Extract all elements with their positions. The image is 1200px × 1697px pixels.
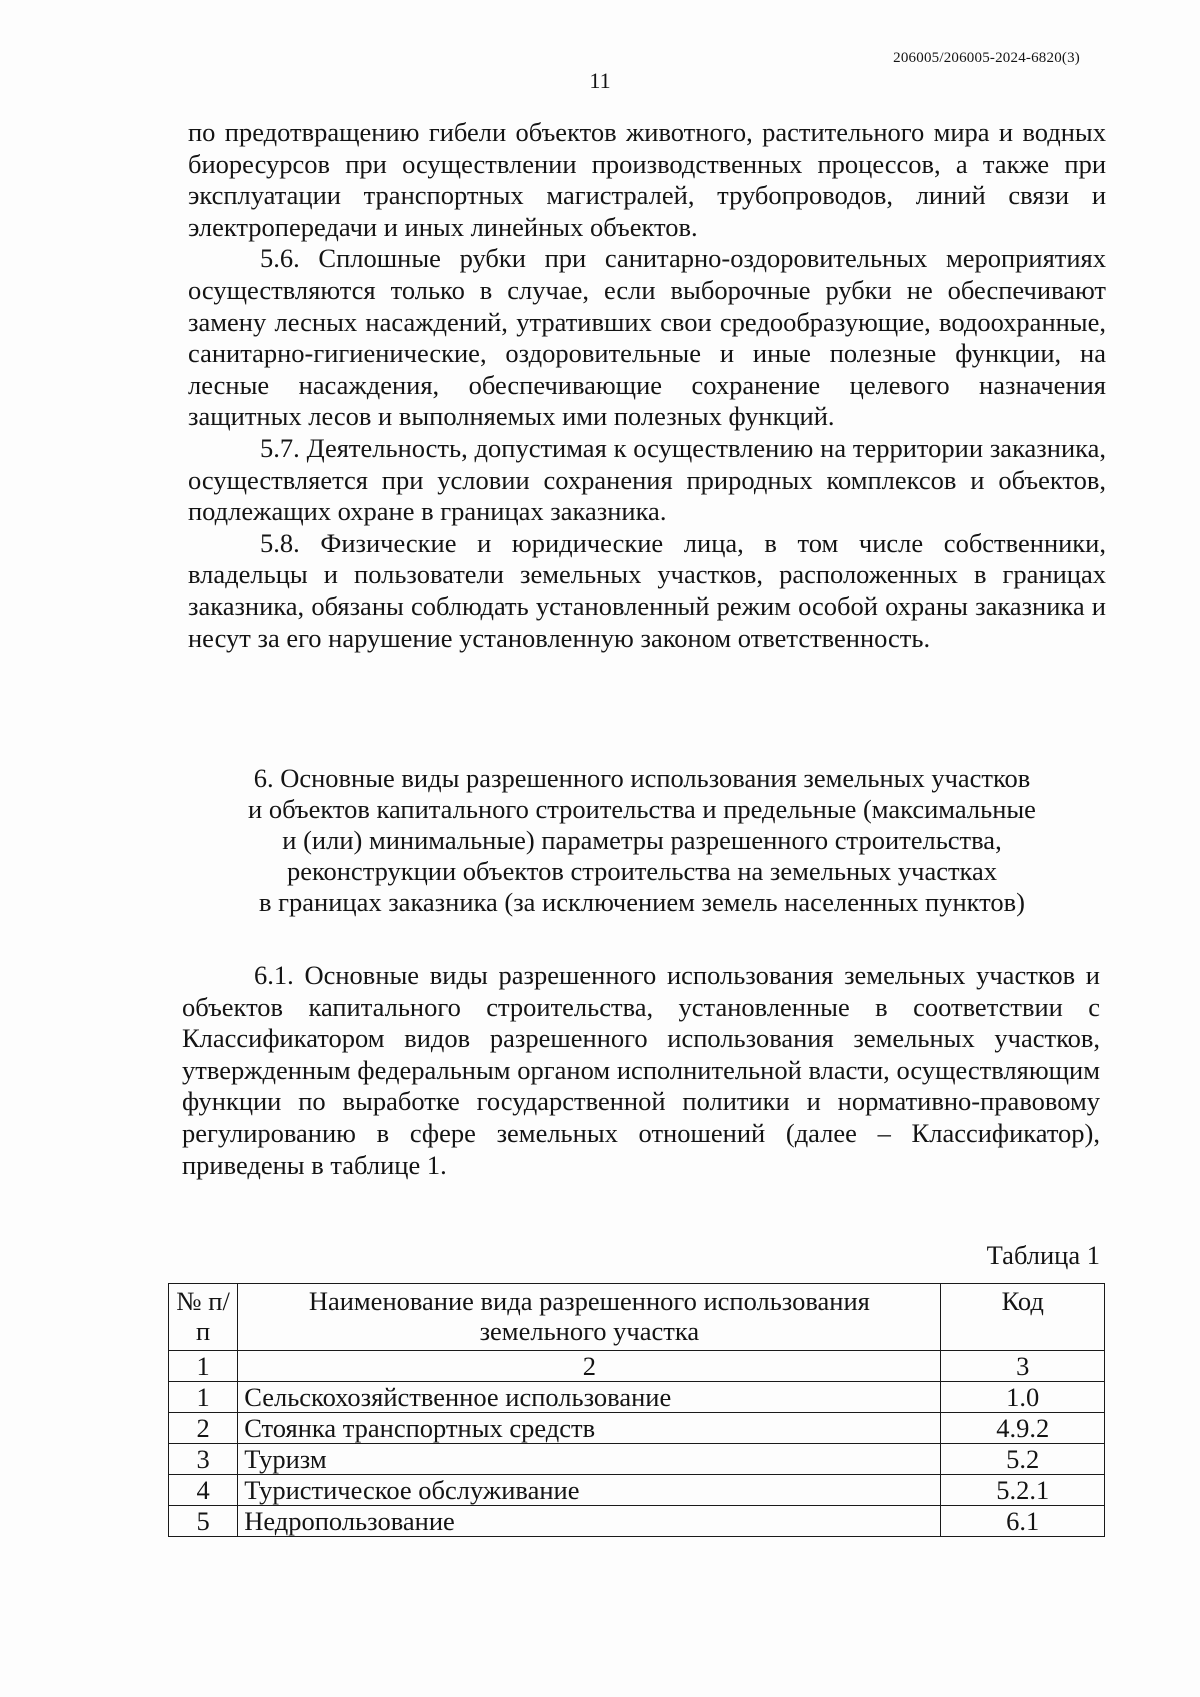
row-name: Недропользование [238, 1506, 941, 1537]
table-row [169, 1475, 1105, 1506]
row-code: 4.9.2 [941, 1413, 1105, 1444]
land-use-table [168, 1283, 1105, 1537]
table-row [169, 1506, 1105, 1537]
row-name: Туризм [238, 1444, 941, 1475]
heading-line: в границах заказника (за исключением земель населенных пунктов) [259, 887, 1025, 917]
table-header-row [169, 1284, 1105, 1351]
document-id: 206005/206005-2024-6820(3) [893, 50, 1080, 66]
table-row [169, 1382, 1105, 1413]
row-name: Стоянка транспортных средств [238, 1413, 941, 1444]
row-name: Туристическое обслуживание [238, 1475, 941, 1506]
row-code: 6.1 [941, 1506, 1105, 1537]
row-num: 3 [169, 1444, 238, 1475]
paragraph-5-6: 5.6. Сплошные рубки при санитарно-оздоровительных мероприятиях осуществляются только в случае, если выборочные рубки не обеспечивают замену лесных насаждений, утративших свои средообразующие, водоохранные, санитарно-гигиенические, оздоровительные и иные полезные функции, на лесные насаждения, обеспечивающие сохранение целевого назначения защитных лесов и выполняемых ими полезных функций. [188, 243, 1106, 432]
row-name: Сельскохозяйственное использование [238, 1382, 941, 1413]
header-code: Код [941, 1284, 1105, 1351]
header-num: № п/п [169, 1284, 238, 1351]
row-code: 5.2 [941, 1444, 1105, 1475]
table-row [169, 1444, 1105, 1475]
row-num: 1 [169, 1382, 238, 1413]
row-code: 5.2.1 [941, 1475, 1105, 1506]
section-6-heading [180, 763, 1104, 918]
row-num: 4 [169, 1475, 238, 1506]
column-number: 1 [169, 1351, 238, 1382]
row-code: 1.0 [941, 1382, 1105, 1413]
row-num: 2 [169, 1413, 238, 1444]
table-caption: Таблица 1 [986, 1240, 1100, 1270]
paragraph-continuation: по предотвращению гибели объектов животного, растительного мира и водных биоресурсов при осуществлении производственных процессов, а также при эксплуатации транспортных магистралей, трубопроводов, линий связи и электропередачи и иных линейных объектов. [188, 117, 1106, 242]
heading-line: и объектов капитального строительства и предельные (максимальные [248, 794, 1036, 824]
paragraph-5-7: 5.7. Деятельность, допустимая к осуществлению на территории заказника, осуществляется при условии сохранения природных комплексов и объектов, подлежащих охране в границах заказника. [188, 432, 1106, 527]
table-column-number-row [169, 1351, 1105, 1382]
page-number: 11 [589, 68, 611, 93]
section-5-text [188, 117, 1106, 654]
heading-line: реконструкции объектов строительства на земельных участках [286, 856, 998, 886]
header-name: Наименование вида разрешенного использования земельного участка [238, 1284, 941, 1351]
row-num: 5 [169, 1506, 238, 1537]
paragraph-5-8: 5.8. Физические и юридические лица, в том числе собственники, владельцы и пользователи земельных участков, расположенных в границах заказника, обязаны соблюдать установленный режим особой охраны заказника и несут за его нарушение установленную законом ответственность. [188, 527, 1106, 653]
column-number: 2 [238, 1351, 941, 1382]
paragraph-6-1: 6.1. Основные виды разрешенного использования земельных участков и объектов капитального строительства, установленные в соответствии с Классификатором видов разрешенного использования земельных участков, утвержденным федеральным органом исполнительной власти, осуществляющим функции по выработке государственной политики и нормативно-правовому регулированию в сфере земельных отношений (далее – Классификатор), приведены в таблице 1. [182, 960, 1100, 1180]
section-6-1-text [182, 960, 1100, 1181]
column-number: 3 [941, 1351, 1105, 1382]
table-row [169, 1413, 1105, 1444]
heading-line: 6. Основные виды разрешенного использования земельных участков [253, 763, 1031, 793]
heading-line: и (или) минимальные) параметры разрешенного строительства, [282, 825, 1002, 855]
